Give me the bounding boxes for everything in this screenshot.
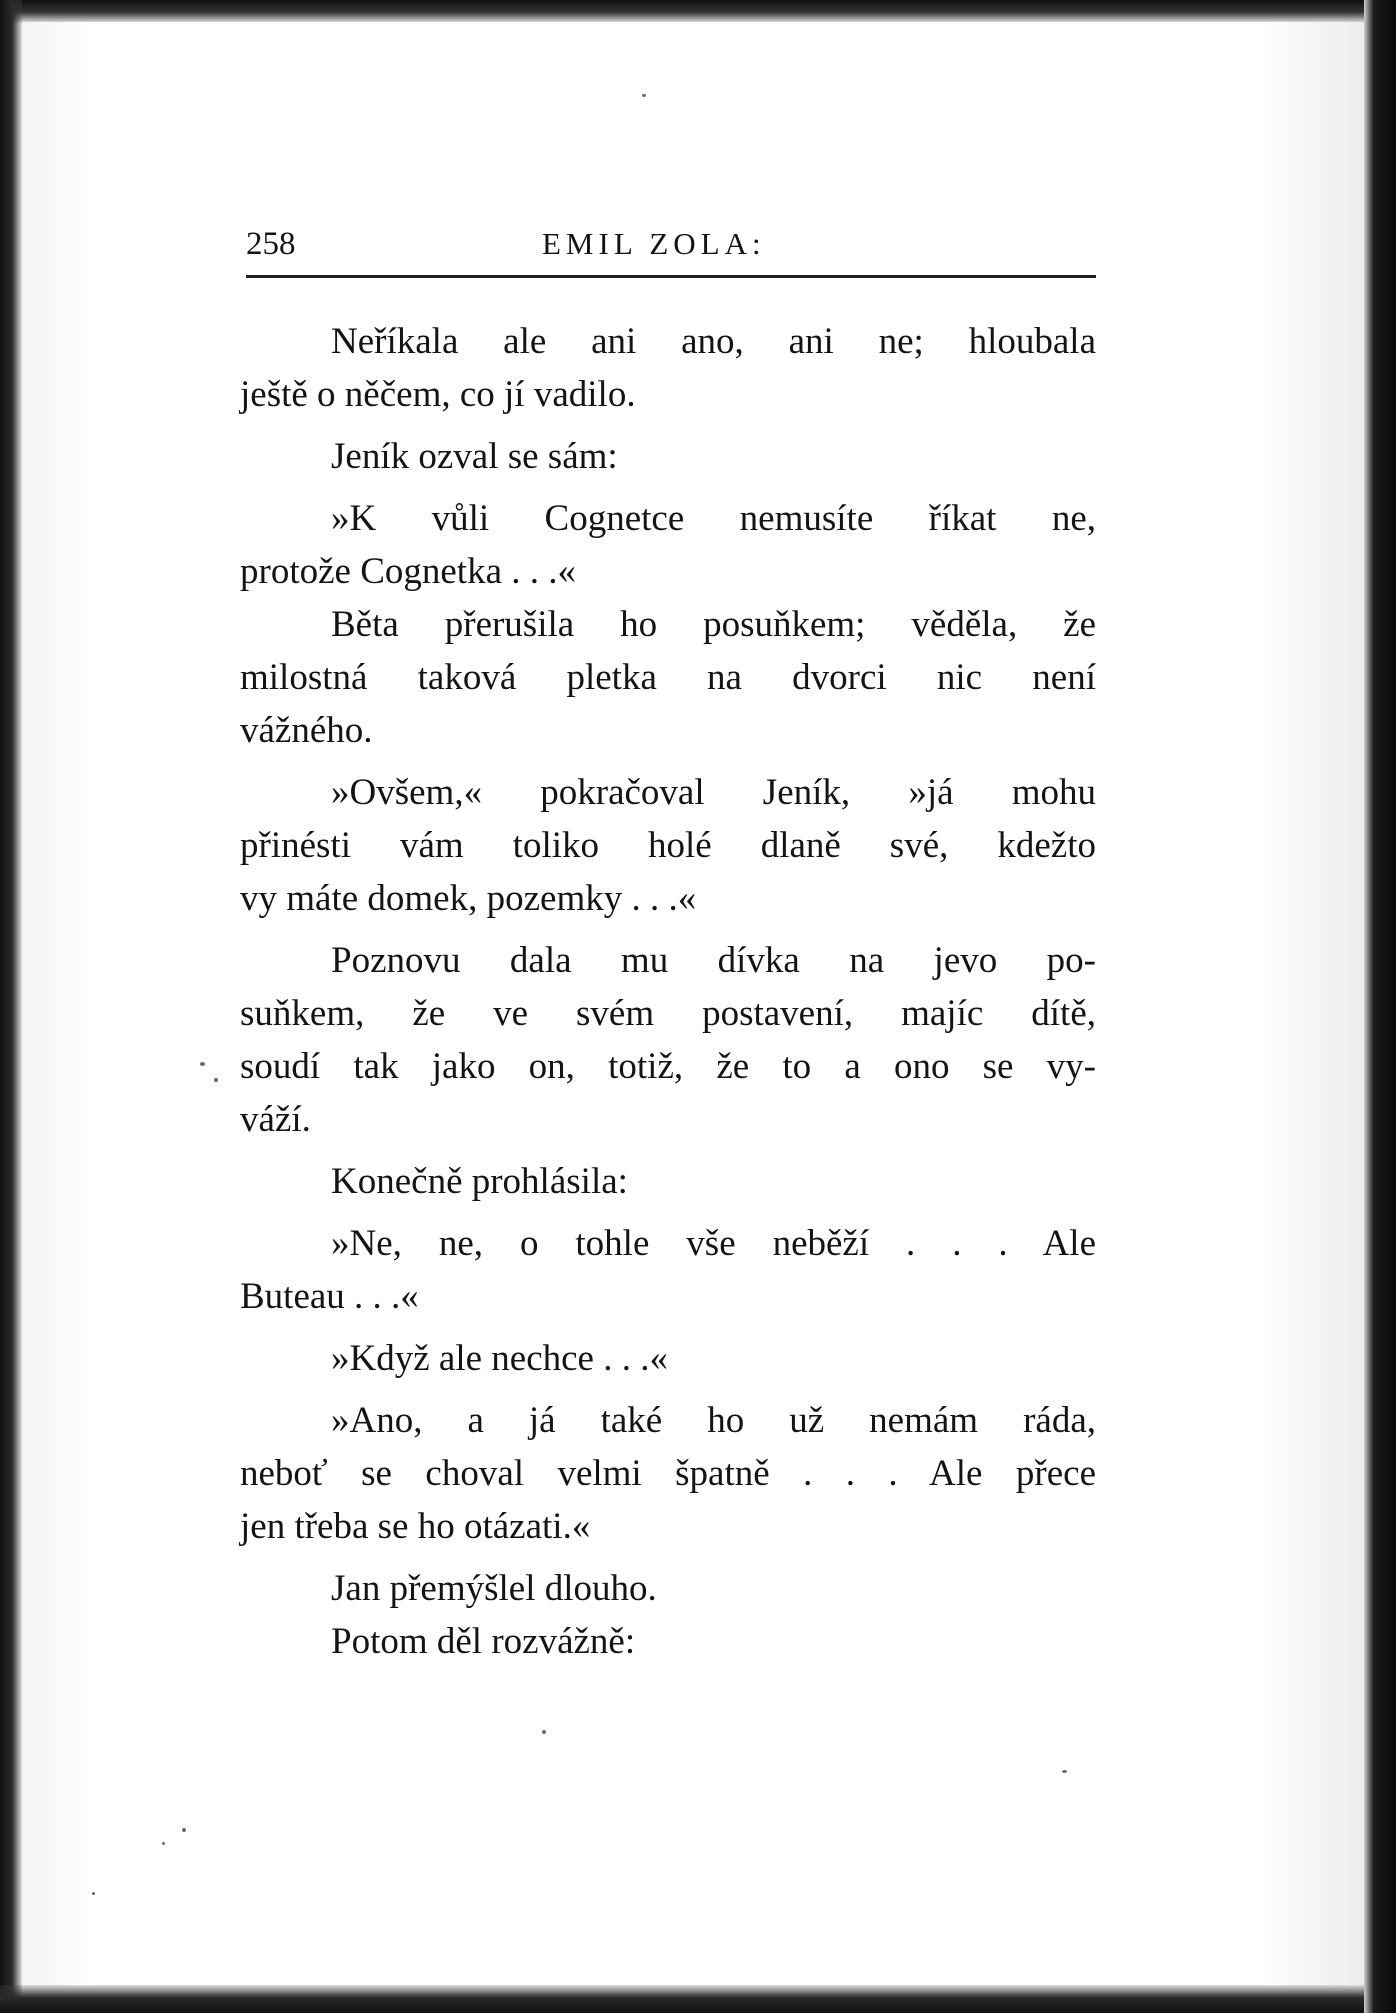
text-line: jen třeba se ho otázati.« (240, 1506, 591, 1547)
body-text (240, 315, 1096, 1668)
running-header (246, 220, 1096, 268)
text-line: přinésti vám toliko holé dlaně své, kdežto (240, 825, 1096, 866)
text-line: »Ovšem,« pokračoval Jeník, »já mohu (331, 772, 1096, 813)
header-rule (246, 275, 1096, 278)
text-line: Poznovu dala mu dívka na jevo po- (331, 940, 1096, 981)
dust-speck (162, 1842, 165, 1845)
text-line: milostná taková pletka na dvorci nic není (240, 657, 1096, 698)
scan-border-left (0, 0, 22, 2013)
scan-border-right (1364, 0, 1396, 2013)
text-line: Potom děl rozvážně: (331, 1621, 636, 1662)
text-line: »Ano, a já také ho už nemám ráda, (331, 1400, 1096, 1441)
text-line: Jan přemýšlel dlouho. (331, 1568, 657, 1609)
text-line: vážného. (240, 710, 373, 751)
dust-speck (214, 1078, 218, 1082)
page-number: 258 (246, 226, 296, 262)
running-title: EMIL ZOLA: (542, 226, 766, 261)
dust-speck (200, 1062, 205, 1066)
text-line: Buteau . . .« (240, 1276, 419, 1317)
dust-speck (182, 1828, 186, 1832)
text-line: Neříkala ale ani ano, ani ne; hloubala (331, 321, 1096, 362)
text-line: váží. (240, 1099, 311, 1140)
text-line: »Ne, ne, o tohle vše neběží . . . Ale (331, 1223, 1096, 1264)
text-line: suňkem, že ve svém postavení, majíc dítě, (240, 993, 1096, 1034)
text-line: »K vůli Cognetce nemusíte říkat ne, (331, 498, 1096, 539)
scan-border-top (0, 0, 1396, 22)
text-line: »Když ale nechce . . .« (331, 1338, 668, 1379)
text-line: protože Cognetka . . .« (240, 551, 576, 592)
scan-border-bottom (0, 1985, 1396, 2013)
text-line: Konečně prohlásila: (331, 1161, 628, 1202)
text-line: ještě o něčem, co jí vadilo. (240, 374, 636, 415)
text-line: Běta přerušila ho posuňkem; věděla, že (331, 604, 1096, 645)
text-line: Jeník ozval se sám: (331, 436, 618, 477)
dust-speck (642, 94, 646, 97)
dust-speck (542, 1730, 546, 1734)
text-line: vy máte domek, pozemky . . .« (240, 878, 697, 919)
text-line: soudí tak jako on, totiž, že to a ono se vy- (240, 1046, 1096, 1087)
text-line: neboť se choval velmi špatně . . . Ale přece (240, 1453, 1096, 1494)
dust-speck (1062, 1770, 1067, 1773)
dust-speck (92, 1892, 95, 1895)
